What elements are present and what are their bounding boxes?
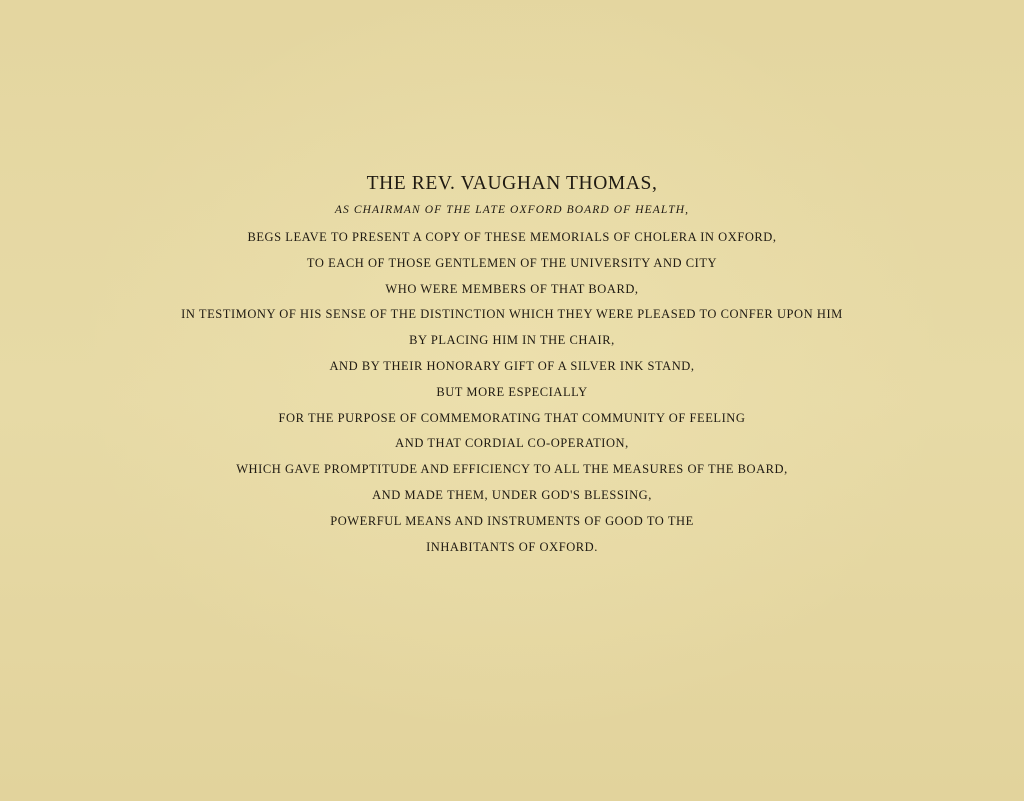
dedication-line: WHICH GAVE PROMPTITUDE AND EFFICIENCY TO ALL THE MEASURES OF THE BOARD, — [236, 462, 788, 476]
dedication-line: INHABITANTS OF OXFORD. — [426, 540, 598, 554]
dedication-line: BY PLACING HIM IN THE CHAIR, — [409, 333, 615, 347]
dedication-line: POWERFUL MEANS AND INSTRUMENTS OF GOOD TO THE — [330, 514, 694, 528]
dedication-subtitle: AS CHAIRMAN OF THE LATE OXFORD BOARD OF HEALTH, — [334, 204, 690, 216]
dedication-line: AND THAT CORDIAL CO-OPERATION, — [395, 436, 629, 450]
dedication-line: AND MADE THEM, UNDER GOD'S BLESSING, — [372, 488, 652, 502]
dedication-line: TO EACH OF THOSE GENTLEMEN OF THE UNIVERSITY AND CITY — [306, 256, 718, 270]
dedication-line: AND BY THEIR HONORARY GIFT OF A SILVER INK STAND, — [329, 359, 695, 373]
dedication-line: WHO WERE MEMBERS OF THAT BOARD, — [385, 282, 639, 296]
dedication-line: BUT MORE ESPECIALLY — [436, 385, 588, 399]
dedication-line: BEGS LEAVE TO PRESENT A COPY OF THESE MEMORIALS OF CHOLERA IN OXFORD, — [247, 230, 777, 244]
dedication-title: THE REV. VAUGHAN THOMAS, — [366, 173, 658, 194]
dedication-line: FOR THE PURPOSE OF COMMEMORATING THAT COMMUNITY OF FEELING — [278, 411, 746, 425]
dedication-line: IN TESTIMONY OF HIS SENSE OF THE DISTINCTION WHICH THEY WERE PLEASED TO CONFER UPON HIM — [181, 307, 843, 321]
